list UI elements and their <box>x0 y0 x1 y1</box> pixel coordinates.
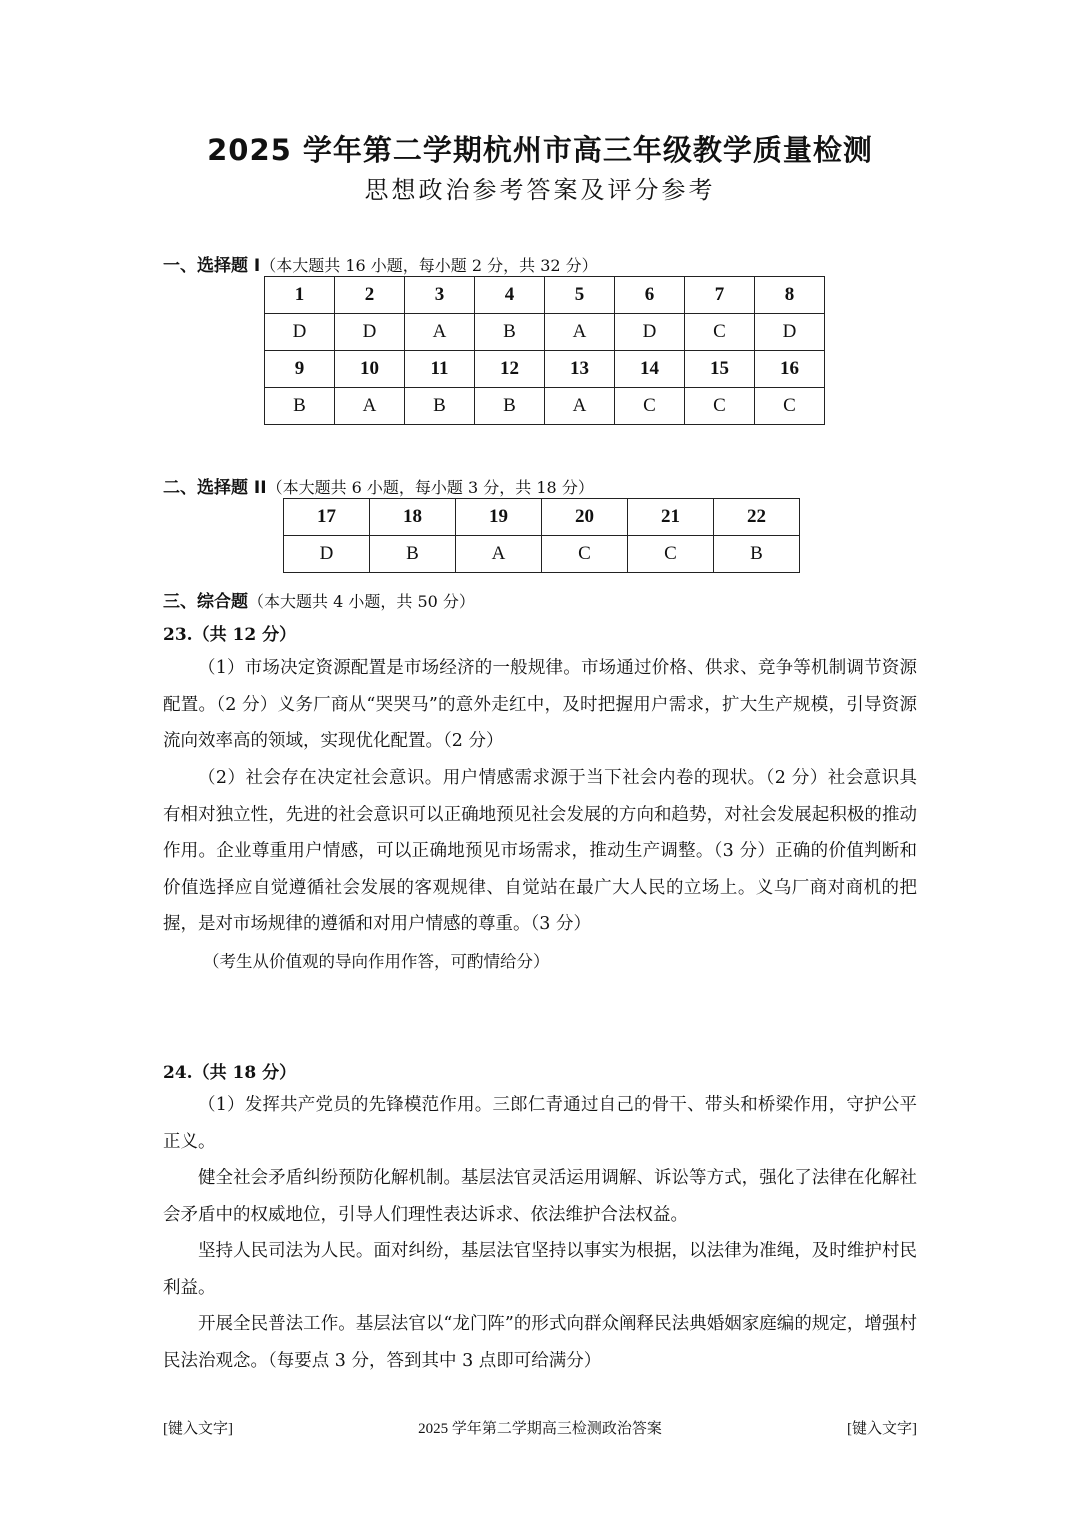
question-number-cell: 2 <box>335 277 405 314</box>
q23-paragraph-2: （2）社会存在决定社会意识。用户情感需求源于当下社会内卷的现状。（2 分）社会意识具有相对独立性，先进的社会意识可以正确地预见社会发展的方向和趋势，对社会发展起积极的推动作用。企业尊重用户情感，可以正确地预见市场需求，推动生产调整。（3 分）正确的价值判断和价值选择应自觉遵循社会发展的客观规律、自觉站在最广大人民的立场上。义乌厂商对商机的把握，是对市场规律的遵循和对用户情感的尊重。（3 分） <box>163 768 917 934</box>
answer-cell: C <box>755 388 825 425</box>
section1-label: 一、选择题 I <box>163 256 261 276</box>
q24-heading: 24.（共 18 分） <box>163 1063 297 1083</box>
question-number-cell: 22 <box>714 499 800 536</box>
answer-cell: D <box>335 314 405 351</box>
question-number-cell: 3 <box>405 277 475 314</box>
question-number-cell: 17 <box>284 499 370 536</box>
question-number-cell: 10 <box>335 351 405 388</box>
question-number-cell: 14 <box>615 351 685 388</box>
question-number-cell: 19 <box>456 499 542 536</box>
question-number-cell: 12 <box>475 351 545 388</box>
answer-cell: B <box>370 536 456 573</box>
section2-note: （本大题共 6 小题，每小题 3 分，共 18 分） <box>266 478 594 497</box>
question-number-cell: 6 <box>615 277 685 314</box>
answer-cell: D <box>755 314 825 351</box>
section2-label: 二、选择题 II <box>163 478 267 498</box>
question-number-cell: 16 <box>755 351 825 388</box>
section1-note: （本大题共 16 小题，每小题 2 分，共 32 分） <box>260 256 598 275</box>
section2-answer-table <box>283 498 800 573</box>
question-number-cell: 18 <box>370 499 456 536</box>
question-number-cell: 7 <box>685 277 755 314</box>
answer-cell: A <box>456 536 542 573</box>
q23-paragraph-1: （1）市场决定资源配置是市场经济的一般规律。市场通过价格、供求、竞争等机制调节资源配置。（2 分）义务厂商从“哭哭马”的意外走红中，及时把握用户需求，扩大生产规模，引导资源流向效率高的领域，实现优化配置。（2 分） <box>163 658 917 751</box>
question-number-cell: 11 <box>405 351 475 388</box>
answer-cell: A <box>545 314 615 351</box>
question-number-cell: 13 <box>545 351 615 388</box>
page-title: 2025 学年第二学期杭州市高三年级教学质量检测 <box>207 133 873 167</box>
answer-cell: C <box>542 536 628 573</box>
answer-cell: C <box>685 314 755 351</box>
q24-paragraph-2: 健全社会矛盾纠纷预防化解机制。基层法官灵活运用调解、诉讼等方式，强化了法律在化解社会矛盾中的权威地位，引导人们理性表达诉求、依法维护合法权益。 <box>163 1168 917 1225</box>
answer-cell: D <box>284 536 370 573</box>
section1-heading <box>163 251 598 276</box>
question-number-cell: 9 <box>265 351 335 388</box>
table-row <box>284 499 800 536</box>
answer-cell: A <box>335 388 405 425</box>
question-number-cell: 5 <box>545 277 615 314</box>
table-row <box>265 277 825 314</box>
question-number-cell: 15 <box>685 351 755 388</box>
question-number-cell: 20 <box>542 499 628 536</box>
section3-heading <box>163 587 475 612</box>
table-row <box>265 388 825 425</box>
answer-cell: D <box>265 314 335 351</box>
answer-cell: A <box>545 388 615 425</box>
q23-heading: 23.（共 12 分） <box>163 625 297 645</box>
table-row <box>284 536 800 573</box>
question-number-cell: 21 <box>628 499 714 536</box>
answer-cell: A <box>405 314 475 351</box>
footer-right-placeholder: [键入文字] <box>847 1421 917 1437</box>
answer-cell: B <box>714 536 800 573</box>
answer-cell: B <box>475 388 545 425</box>
page-subtitle: 思想政治参考答案及评分参考 <box>364 176 716 204</box>
question-number-cell: 8 <box>755 277 825 314</box>
section1-answer-table <box>264 276 825 425</box>
q23-grading-note: （考生从价值观的导向作用作答，可酌情给分） <box>203 952 550 971</box>
q24-paragraph-3: 坚持人民司法为人民。面对纠纷，基层法官坚持以事实为根据，以法律为准绳，及时维护村民利益。 <box>163 1241 917 1298</box>
q24-paragraph-4: 开展全民普法工作。基层法官以“龙门阵”的形式向群众阐释民法典婚姻家庭编的规定，增强村民法治观念。（每要点 3 分，答到其中 3 点即可给满分） <box>163 1314 917 1371</box>
answer-cell: C <box>615 388 685 425</box>
section2-heading <box>163 473 594 498</box>
answer-cell: B <box>405 388 475 425</box>
answer-cell: B <box>265 388 335 425</box>
section3-note: （本大题共 4 小题，共 50 分） <box>248 592 475 611</box>
footer-center-text: 2025 学年第二学期高三检测政治答案 <box>418 1421 662 1437</box>
footer-left-placeholder: [键入文字] <box>163 1421 233 1437</box>
question-number-cell: 1 <box>265 277 335 314</box>
table-row <box>265 351 825 388</box>
table-row <box>265 314 825 351</box>
answer-cell: C <box>628 536 714 573</box>
answer-cell: B <box>475 314 545 351</box>
question-number-cell: 4 <box>475 277 545 314</box>
section3-label: 三、综合题 <box>163 592 248 612</box>
q24-paragraph-1: （1）发挥共产党员的先锋模范作用。三郎仁青通过自己的骨干、带头和桥梁作用，守护公平正义。 <box>163 1095 917 1152</box>
answer-cell: D <box>615 314 685 351</box>
answer-cell: C <box>685 388 755 425</box>
